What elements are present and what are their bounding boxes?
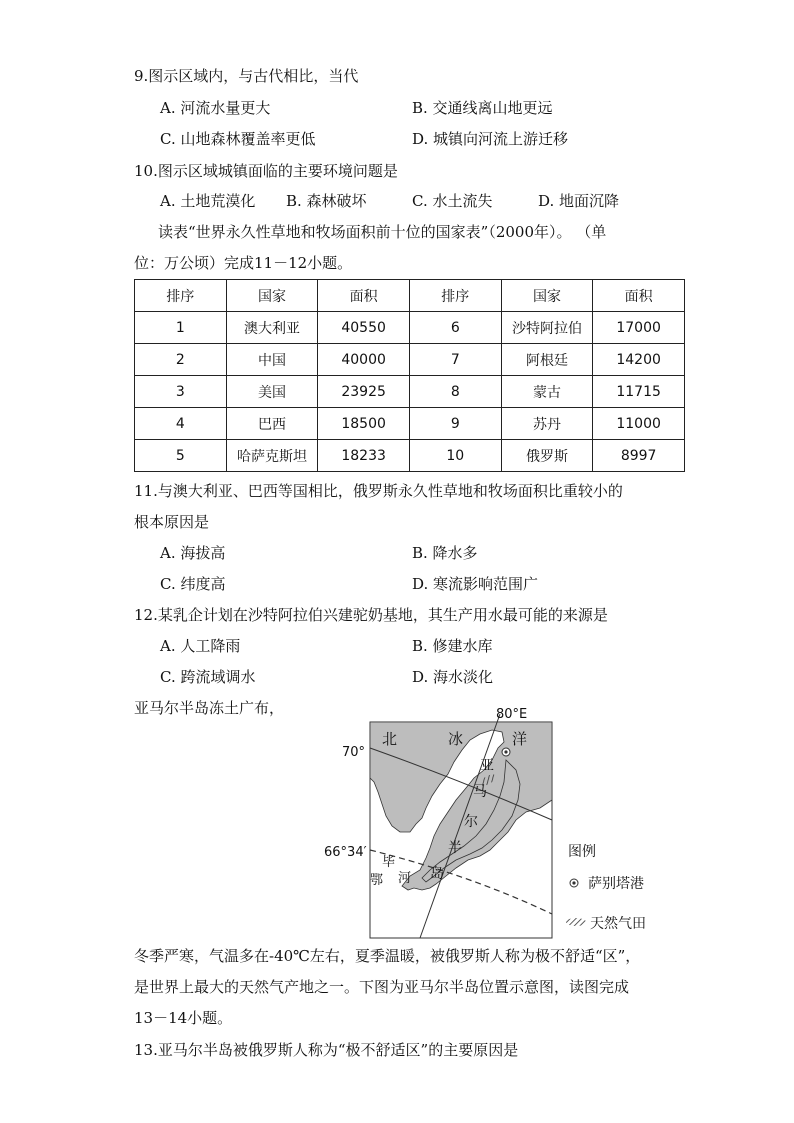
- cell-area: 18233: [318, 440, 410, 472]
- q12-option-b: B. 修建水库: [412, 637, 493, 655]
- cell-area: 40000: [318, 344, 410, 376]
- cell-country: 俄罗斯: [501, 440, 593, 472]
- q10-option-b: B. 森林破坏: [286, 192, 367, 210]
- cell-rank: 6: [409, 312, 501, 344]
- cell-area: 8997: [593, 440, 685, 472]
- q11-stem-line2: 根本原因是: [134, 513, 210, 531]
- cell-area: 11715: [593, 376, 685, 408]
- cell-country: 巴西: [226, 408, 318, 440]
- sea-label-1: 北: [382, 730, 398, 748]
- cell-rank: 2: [135, 344, 227, 376]
- q9-stem: 9.图示区域内，与古代相比，当代: [134, 67, 359, 85]
- q12-option-c: C. 跨流域调水: [160, 668, 256, 686]
- q10-stem: 10.图示区域城镇面临的主要环境问题是: [134, 162, 398, 180]
- intro-yamal-line1: 亚马尔半岛冻土广布，: [134, 699, 285, 717]
- cell-rank: 9: [409, 408, 501, 440]
- intro-yamal-line4: 13－14小题。: [134, 1009, 233, 1027]
- cell-rank: 5: [135, 440, 227, 472]
- header-country: 国家: [226, 280, 318, 312]
- legend-port-label: 萨别塔港: [588, 876, 644, 892]
- header-rank: 排序: [409, 280, 501, 312]
- longitude-label: 80°E: [496, 707, 528, 722]
- cell-country: 哈萨克斯坦: [226, 440, 318, 472]
- q11-option-c: C. 纬度高: [160, 575, 226, 593]
- peninsula-label-2: 马: [473, 784, 487, 800]
- cell-rank: 10: [409, 440, 501, 472]
- cell-rank: 3: [135, 376, 227, 408]
- cell-area: 17000: [593, 312, 685, 344]
- cell-rank: 4: [135, 408, 227, 440]
- q12-option-a: A. 人工降雨: [160, 637, 241, 655]
- q11-option-b: B. 降水多: [412, 544, 478, 562]
- table-row: [135, 344, 685, 376]
- table-header-row: [135, 280, 685, 312]
- legend-gas-icon: [566, 918, 586, 926]
- q12-option-d: D. 海水淡化: [412, 668, 494, 686]
- cell-area: 14200: [593, 344, 685, 376]
- grassland-table: [134, 279, 685, 472]
- table-row: [135, 408, 685, 440]
- cell-rank: 1: [135, 312, 227, 344]
- table-row: [135, 440, 685, 472]
- peninsula-label-4: 半: [448, 840, 462, 856]
- cell-area: 18500: [318, 408, 410, 440]
- cell-country: 沙特阿拉伯: [501, 312, 593, 344]
- sea-label-3: 洋: [512, 730, 528, 748]
- q9-option-b: B. 交通线离山地更远: [412, 99, 553, 117]
- legend-gas-label: 天然气田: [590, 916, 646, 932]
- intro-yamal-line2: 冬季严寒，气温多在-40℃左右，夏季温暖，被俄罗斯人称为极不舒适“区”，: [134, 947, 641, 965]
- peninsula-label-5: 岛: [430, 866, 444, 882]
- q9-option-a: A. 河流水量更大: [160, 99, 271, 117]
- cell-area: 23925: [318, 376, 410, 408]
- q11-option-a: A. 海拔高: [160, 544, 226, 562]
- intro-table-line1: 读表“世界永久性草地和牧场面积前十位的国家表”（2000年）。 （单: [158, 223, 607, 241]
- header-area: 面积: [593, 280, 685, 312]
- cell-rank: 8: [409, 376, 501, 408]
- cell-country: 澳大利亚: [226, 312, 318, 344]
- sea-label-2: 冰: [448, 730, 464, 748]
- cell-country: 蒙古: [501, 376, 593, 408]
- cell-area: 11000: [593, 408, 685, 440]
- peninsula-label-3: 尔: [464, 814, 478, 830]
- q9-option-c: C. 山地森林覆盖率更低: [160, 130, 316, 148]
- q11-option-d: D. 寒流影响范围广: [412, 575, 539, 593]
- cell-country: 中国: [226, 344, 318, 376]
- intro-table-line2: 位：万公顷）完成11－12小题。: [134, 254, 353, 272]
- cell-country: 阿根廷: [501, 344, 593, 376]
- river-label-1: 鄂: [370, 873, 384, 888]
- q13-stem: 13.亚马尔半岛被俄罗斯人称为“极不舒适区”的主要原因是: [134, 1041, 519, 1059]
- q11-stem-line1: 11.与澳大利亚、巴西等国相比，俄罗斯永久性草地和牧场面积比重较小的: [134, 482, 623, 500]
- table-row: [135, 376, 685, 408]
- header-area: 面积: [318, 280, 410, 312]
- cell-country: 苏丹: [501, 408, 593, 440]
- q9-option-d: D. 城镇向河流上游迁移: [412, 130, 569, 148]
- river-label-3: 河: [398, 871, 412, 886]
- header-country: 国家: [501, 280, 593, 312]
- q10-option-c: C. 水土流失: [412, 192, 493, 210]
- cell-rank: 7: [409, 344, 501, 376]
- latitude-70-label: 70°: [342, 745, 366, 760]
- port-marker-dot: [504, 750, 507, 753]
- q12-stem: 12.某乳企计划在沙特阿拉伯兴建驼奶基地，其生产用水最可能的来源是: [134, 606, 608, 624]
- arctic-circle-label: 66°34′: [324, 845, 367, 860]
- yamal-map: [324, 700, 670, 940]
- river-label-2: 毕: [382, 855, 396, 870]
- header-rank: 排序: [135, 280, 227, 312]
- cell-area: 40550: [318, 312, 410, 344]
- intro-yamal-line3: 是世界上最大的天然气产地之一。下图为亚马尔半岛位置示意图，读图完成: [134, 978, 630, 996]
- legend-title: 图例: [568, 844, 596, 860]
- cell-country: 美国: [226, 376, 318, 408]
- table-row: [135, 312, 685, 344]
- peninsula-label-1: 亚: [480, 758, 494, 774]
- legend-port-icon-dot: [572, 881, 575, 884]
- q10-option-d: D. 地面沉降: [538, 192, 620, 210]
- q10-option-a: A. 土地荒漠化: [160, 192, 256, 210]
